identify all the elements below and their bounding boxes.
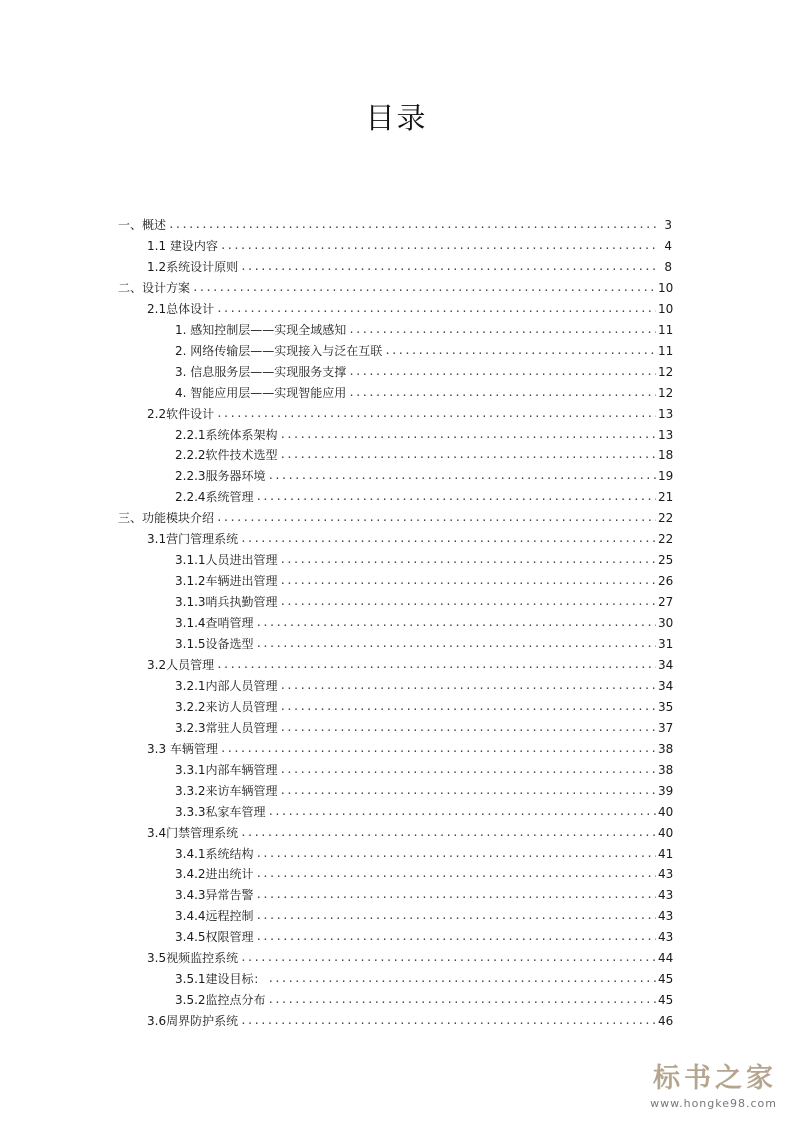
toc-entry-page: 43 [658,888,674,903]
toc-entry-page: 46 [658,1014,674,1029]
toc-entry[interactable] [175,631,672,651]
toc-entry[interactable] [147,233,672,253]
toc-entry[interactable] [118,212,672,232]
toc-entry-page: 44 [658,951,674,966]
toc-dot-leader [256,616,656,630]
toc-entry-page: 13 [658,406,674,421]
toc-entry[interactable] [175,359,672,379]
toc-entry-page: 45 [658,972,674,987]
toc-entry[interactable] [175,861,672,881]
toc-entry-label: 3. 信息服务层——实现服务支撑 [175,364,347,379]
toc-entry[interactable] [175,924,672,944]
toc-entry[interactable] [118,505,672,525]
toc-entry-label: 3.3.1内部车辆管理 [175,762,278,777]
toc-entry-page: 43 [658,930,674,945]
toc-entry-label: 3.1.5设备选型 [175,637,254,651]
toc-entry-page: 22 [658,532,674,547]
toc-entry-label: 1.1 建设内容 [147,238,218,253]
toc-entry[interactable] [175,966,672,986]
toc-entry-label: 2. 网络传输层——实现接入与泛在互联 [175,343,383,358]
toc-entry-label: 3.3.2来访车辆管理 [175,783,278,798]
toc-entry-page: 4 [664,238,672,253]
toc-entry-page: 11 [658,322,674,337]
toc-entry-label: 功能模块介绍 [142,511,215,526]
toc-dot-leader [348,386,656,400]
toc-entry-page: 35 [658,699,674,714]
toc-dot-leader [280,700,656,714]
toc-dot-leader [280,679,656,693]
toc-dot-leader [256,490,656,504]
toc-entry-page: 13 [658,427,674,442]
toc-entry[interactable] [147,526,672,546]
toc-entry-page: 34 [658,657,674,672]
toc-entry-label: 2.1总体设计 [147,301,215,316]
toc-entry-label: 3.1.1人员进出管理 [175,553,278,568]
toc-dot-leader [348,365,656,379]
toc-dot-leader [268,972,656,986]
toc-entry[interactable] [175,422,672,442]
toc-entry-label: 3.2.2来访人员管理 [175,699,278,714]
toc-entry[interactable] [147,1008,672,1028]
toc-dot-leader [168,218,656,232]
toc-dot-leader [216,511,656,525]
toc-entry-label: 2.2.4系统管理 [175,490,254,505]
toc-dot-leader [268,469,656,483]
toc-entry-label: 3.5视频监控系统 [147,951,239,966]
toc-entry-number: 三、 [118,511,143,526]
toc-entry[interactable] [175,380,672,400]
toc-entry-label: 设计方案 [142,280,191,295]
toc-entry-page: 45 [658,993,674,1008]
toc-entry-label: 1.2系统设计原则 [147,259,239,274]
toc-entry-label: 2.2.2软件技术选型 [175,448,278,463]
toc-entry-label: 3.2.3常驻人员管理 [175,720,278,735]
toc-dot-leader [256,909,656,923]
toc-dot-leader [348,323,656,337]
toc-entry-page: 38 [658,762,674,777]
toc-entry[interactable] [175,317,672,337]
toc-entry[interactable] [175,799,672,819]
toc-entry-label: 2.2软件设计 [147,406,215,421]
toc-entry[interactable] [175,673,672,693]
toc-entry-label: 3.2.1内部人员管理 [175,678,278,693]
page-title: 目录 [365,101,428,135]
toc-entry-page: 31 [658,637,674,651]
toc-dot-leader [280,448,656,462]
toc-entry[interactable] [175,715,672,735]
toc-entry-label: 3.1营门管理系统 [147,532,239,547]
toc-entry[interactable] [175,694,672,714]
toc-entry-number: 二、 [118,280,143,295]
toc-dot-leader [280,763,656,777]
toc-dot-leader [220,239,656,253]
toc-dot-leader [240,826,656,840]
toc-entry[interactable] [175,547,672,567]
toc-entry[interactable] [175,987,672,1007]
toc-entry-page: 10 [658,280,674,295]
toc-entry[interactable] [147,820,672,840]
toc-entry-page: 3 [664,218,672,232]
toc-dot-leader [268,805,656,819]
toc-dot-leader [280,721,656,735]
toc-dot-leader [220,742,656,756]
toc-dot-leader [216,407,656,421]
toc-entry-page: 40 [658,804,674,819]
toc-entry-label: 3.6周界防护系统 [147,1014,239,1029]
toc-dot-leader [216,302,656,316]
toc-entry-page: 37 [658,720,674,735]
toc-entry[interactable] [147,296,672,316]
toc-entry-label: 3.4.1系统结构 [175,846,254,861]
toc-entry[interactable] [175,589,672,609]
toc-dot-leader [256,847,656,861]
toc-entry[interactable] [118,275,672,295]
toc-dot-leader [280,574,656,588]
toc-entry-page: 11 [658,343,674,358]
toc-entry-page: 8 [664,259,672,274]
toc-entry[interactable] [175,484,672,504]
toc-entry-page: 30 [658,616,674,631]
watermark-url: www.hongke98.com [650,1097,777,1110]
toc-entry[interactable] [147,401,672,421]
toc-dot-leader [268,993,656,1007]
toc-entry-page: 40 [658,825,674,840]
toc-entry-label: 3.4.2进出统计 [175,867,254,882]
toc-entry-page: 27 [658,595,674,610]
toc-entry-label: 2.2.3服务器环境 [175,469,266,484]
toc-entry-label: 1. 感知控制层——实现全域感知 [175,322,347,337]
toc-dot-leader [256,637,656,651]
toc-entry[interactable] [175,903,672,923]
toc-entry-label: 3.1.4查哨管理 [175,616,254,631]
toc-dot-leader [280,784,656,798]
watermark [650,1056,777,1110]
toc-entry-page: 10 [658,301,674,316]
toc-dot-leader [280,428,656,442]
toc-dot-leader [256,930,656,944]
toc-dot-leader [240,260,656,274]
toc-entry[interactable] [147,736,672,756]
toc-entry-label: 3.4.4远程控制 [175,909,254,924]
toc-dot-leader [240,532,656,546]
toc-entry-page: 26 [658,574,674,589]
toc-entry-page: 43 [658,867,674,882]
toc-entry-label: 3.5.1建设目标： [175,972,266,987]
toc-entry-page: 34 [658,678,674,693]
toc-dot-leader [280,553,656,567]
toc-entry[interactable] [147,254,672,274]
toc-entry-page: 41 [658,846,674,861]
toc-entry-label: 概述 [142,218,167,232]
toc-entry-page: 43 [658,909,674,924]
toc-entry[interactable] [175,442,672,462]
toc-entry-page: 19 [658,469,674,484]
toc-dot-leader [240,951,656,965]
toc-entry[interactable] [175,568,672,588]
toc-entry[interactable] [147,652,672,672]
toc-dot-leader [280,595,656,609]
toc-dot-leader [216,658,656,672]
toc-entry-label: 3.4.5权限管理 [175,930,254,945]
toc-entry-page: 18 [658,448,674,463]
toc-entry-label: 3.1.3哨兵执勤管理 [175,595,278,610]
toc-entry[interactable] [175,841,672,861]
toc-entry-page: 12 [658,364,674,379]
toc-entry-page: 38 [658,741,674,756]
toc-entry-label: 3.5.2监控点分布 [175,993,266,1008]
toc-entry-label: 3.2人员管理 [147,657,215,672]
toc-entry-label: 3.1.2车辆进出管理 [175,574,278,589]
toc-entry-label: 3.3.3私家车管理 [175,804,266,819]
toc-entry-page: 39 [658,783,674,798]
toc-entry[interactable] [147,945,672,965]
toc-dot-leader [192,281,656,295]
toc-dot-leader [256,888,656,902]
toc-entry-page: 12 [658,385,674,400]
toc-entry[interactable] [175,882,672,902]
toc-entry[interactable] [175,757,672,777]
toc-entry-label: 3.4门禁管理系统 [147,825,239,840]
toc-dot-leader [256,867,656,881]
toc-entry-page: 25 [658,553,674,568]
toc-entry-label: 3.3 车辆管理 [147,741,218,756]
toc-entry-page: 22 [658,511,674,526]
toc-dot-leader [384,344,656,358]
toc-entry[interactable] [175,778,672,798]
toc-entry-page: 21 [658,490,674,505]
toc-entry[interactable] [175,610,672,630]
watermark-brand: 标书之家 [653,1063,777,1094]
toc-entry-number: 一、 [118,218,143,232]
toc-entry-label: 4. 智能应用层——实现智能应用 [175,385,347,400]
toc-entry-label: 2.2.1系统体系架构 [175,427,278,442]
toc-entry[interactable] [175,338,672,358]
toc-dot-leader [240,1014,656,1028]
toc-entry[interactable] [175,463,672,483]
toc-entry-label: 3.4.3异常告警 [175,888,254,903]
